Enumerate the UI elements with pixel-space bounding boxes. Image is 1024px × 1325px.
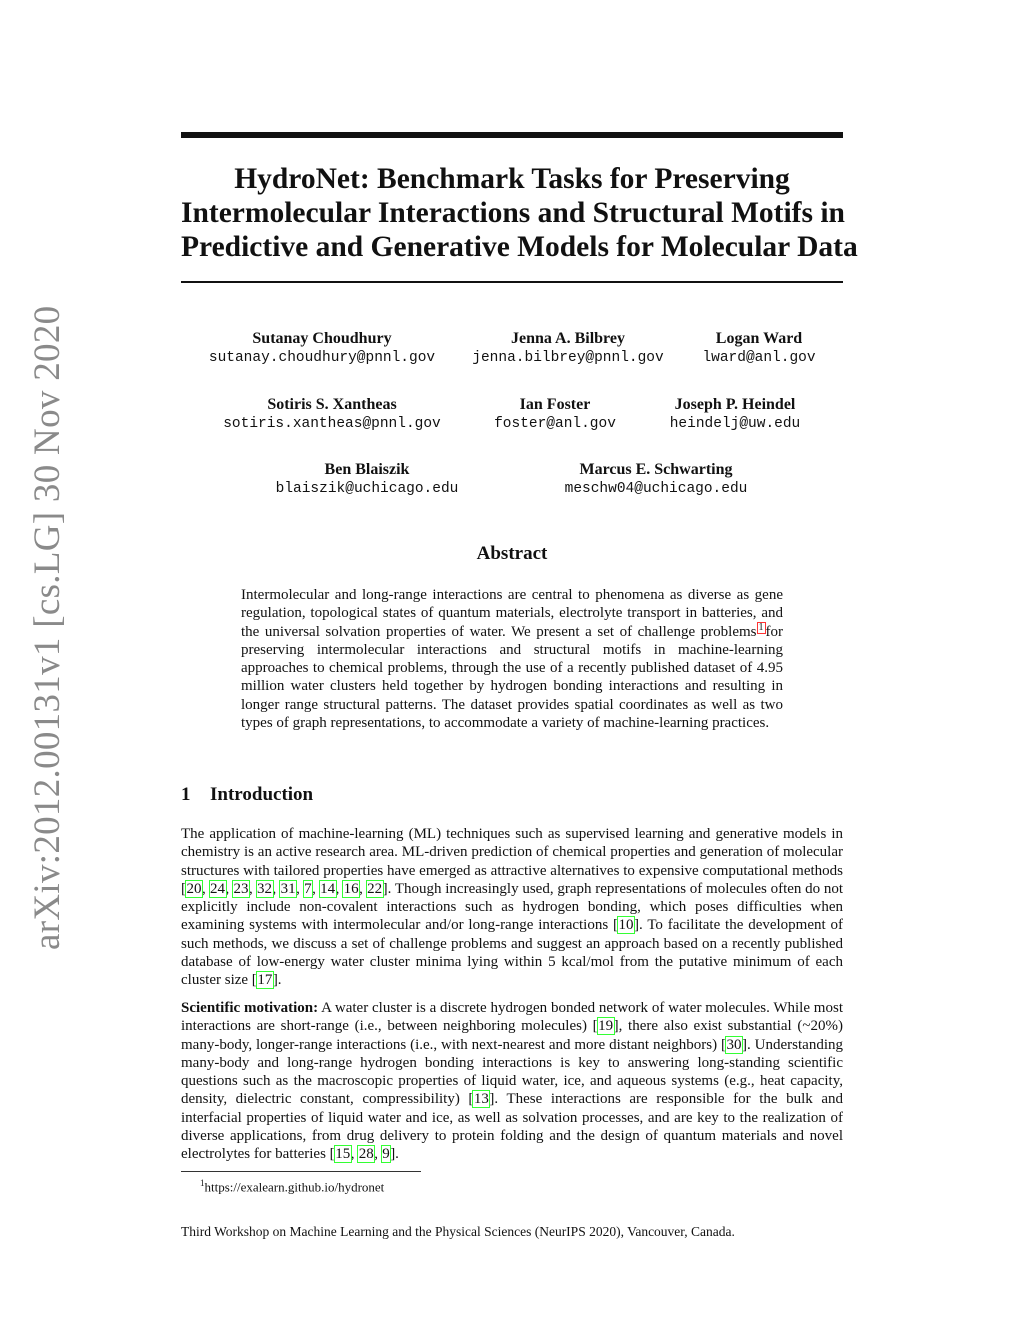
abstract-text: Intermolecular and long-range interactions are central to phenomena as diverse as gene regulation, topological states of quantum materials, electrolyte transport in batteries, and the universal solvation properties of water. We present a set of challenge problems [241,587,783,640]
abstract-body [241,586,783,732]
venue-note: Third Workshop on Machine Learning and the Physical Sciences (NeurIPS 2020), Vancouver, Canada. [181,1224,735,1239]
paragraph-text: ]. [272,972,282,989]
title-line-3: Predictive and Generative Models for Molecular Data [181,231,858,263]
arxiv-identifier-stamp: arXiv:2012.00131v1 [cs.LG] 30 Nov 2020 [27,305,68,950]
footnote-link[interactable]: 1 [758,621,764,633]
paragraph-text: ]. Understanding many-body and long-range hydrogen bonding interactions is key to answering long-standing scientific questions such as the macroscopic properties of liquid water, ice, and aqueous systems (e.g., heat capacity, density, dielectric constant, compressibility) [ [181,1036,843,1108]
author-email[interactable]: lward@anl.gov [702,350,816,366]
citation-link[interactable]: 15 [335,1146,351,1163]
author-block [458,329,678,368]
author-name: Joseph P. Heindel [674,396,796,413]
citation-link[interactable]: 28 [358,1146,374,1163]
citation-link[interactable]: 9 [382,1146,390,1163]
author-name: Ian Foster [519,396,591,413]
citation-link[interactable]: 16 [343,880,359,897]
author-block [660,395,810,434]
author-email[interactable]: blaiszik@uchicago.edu [275,481,459,497]
title-bottom-rule [181,281,843,283]
paragraph-text: The application of machine-learning (ML) techniques such as supervised learning and generative models in chemistry is an active research area. ML-driven prediction of chemical properties and generation of molecular structures with tailored properties have emerged as attractive alternatives to expensive computational methods [ [181,826,843,897]
author-block [212,395,452,434]
footnote [200,1178,384,1195]
citation-link[interactable]: 20 [186,880,202,897]
author-name: Ben Blaiszik [324,461,410,478]
citation-link[interactable]: 14 [320,880,336,897]
paragraph-text: ]. [390,1146,399,1163]
author-name: Sutanay Choudhury [252,330,392,347]
author-name: Logan Ward [715,330,803,347]
paragraph-lead: Scientific motivation: [181,1000,319,1016]
citation-link[interactable]: 31 [280,880,296,897]
abstract-text: for preserving intermolecular interactions and structural motifs in machine-learning approaches to chemical problems, through the use of a recently published dataset of 4.95 million water clusters held together by hydrogen bonding interactions and resulting in longer range structural patterns. The dataset provides spatial coordinates as well as two types of graph representations, to accommodate a variety of machine-learning practices. [241,623,783,732]
author-email[interactable]: foster@anl.gov [494,416,616,432]
footnote-rule [181,1171,421,1172]
citation-link[interactable]: 32 [257,880,273,897]
author-email[interactable]: sutanay.choudhury@pnnl.gov [208,350,436,366]
paragraph-text: A water cluster is a discrete hydrogen bonded network of water molecules. While most interactions are short-range (i.e., between neighboring molecules) [ [181,1000,843,1035]
author-email[interactable]: heindelj@uw.edu [669,416,801,432]
section-number: 1 [181,784,191,805]
author-email[interactable]: sotiris.xantheas@pnnl.gov [223,416,441,432]
footnote-url[interactable]: https://exalearn.github.io/hydronet [204,1179,385,1195]
citation-link[interactable]: 23 [233,880,249,897]
paragraph-text: ], there also exist substantial (~20%) many-body, longer-range interactions (i.e., with next-nearest and more distant neighbors) [ [181,1018,843,1053]
title-line-2: Intermolecular Interactions and Structural Motifs in [181,197,845,229]
citation-link[interactable]: 10 [618,917,634,934]
section-heading-introduction [181,784,313,806]
paragraph-text: ]. Though increasingly used, graph representations of molecules often do not explicitly include non-covalent interactions such as hydrogen bonding, which poses difficulties when examining systems with intermolecular and/or long-range interactions [ [181,880,844,934]
author-block [550,460,762,499]
citation-link[interactable]: 22 [367,880,383,897]
author-block [480,395,630,434]
abstract-heading: Abstract [476,543,548,564]
citation-link[interactable]: 19 [598,1018,614,1035]
paper-title [181,162,858,264]
author-block [262,460,472,499]
intro-paragraph: The application of machine-learning (ML) techniques such as supervised learning and generative models in chemistry is an active research area. ML-driven prediction of chemical properties and generation of molecular structures with tailored properties have emerged as attractive alternatives to expensive computational methods [20, 24, 23, 32, 31, 7, 14, 16, 22]. Though increasingly used, graph representations of molecules often do not explicitly include non-covalent interactions such as hydrogen bonding, which poses difficulties when examining systems with intermolecular and/or long-range interactions [10]. To facilitate the development of such methods, we discuss a set of challenge problems and suggest an approach based on a recently published database of low-energy water cluster minima lying within 5 kcal/mol from the putative minimum of each cluster size [17]. [181,826,844,989]
author-block [202,329,442,368]
section-title: Introduction [210,784,314,805]
author-block [694,329,824,368]
author-email[interactable]: meschw04@uchicago.edu [564,481,748,497]
footnote-mark: 1 [200,1178,205,1188]
citation-link[interactable]: 13 [473,1091,489,1108]
paragraph-text: ]. These interactions are responsible for the bulk and interfacial properties of liquid water and ice, as well as solvation processes, and are key to the realization of diverse applications, from drug delivery to protein folding and the design of quantum materials and novel electrolytes for batteries [ [181,1091,843,1163]
citation-link[interactable]: 7 [304,880,312,897]
citation-link[interactable]: 17 [257,972,273,989]
author-name: Sotiris S. Xantheas [267,396,397,413]
author-name: Marcus E. Schwarting [579,461,733,478]
author-name: Jenna A. Bilbrey [511,330,625,347]
motivation-paragraph: Scientific motivation: A water cluster is a discrete hydrogen bonded network of water molecules. While most interactions are short-range (i.e., between neighboring molecules) [19], there also exist substantial (~20%) many-body, longer-range interactions (i.e., with next-nearest and more distant neighbors) [30]. Understanding many-body and long-range hydrogen bonding interactions is key to answering long-standing scientific questions such as the macroscopic properties of liquid water, ice, and aqueous systems (e.g., heat capacity, density, dielectric constant, compressibility) [13]. These interactions are responsible for the bulk and interfacial properties of liquid water and ice, as well as solvation processes, and are key to the realization of diverse applications, from drug delivery to protein folding and the design of quantum materials and novel electrolytes for batteries [15, 28, 9]. [181,1000,843,1163]
citation-link[interactable]: 30 [726,1036,742,1053]
title-top-rule [181,132,843,138]
citation-link[interactable]: 24 [210,880,226,897]
author-email[interactable]: jenna.bilbrey@pnnl.gov [472,350,664,366]
paragraph-text: ]. To facilitate the development of such methods, we discuss a set of challenge problems and suggest an approach based on a recently published database of low-energy water cluster minima lying within 5 kcal/mol from the putative minimum of each cluster size [ [181,917,843,989]
title-line-1: HydroNet: Benchmark Tasks for Preserving [234,163,790,195]
